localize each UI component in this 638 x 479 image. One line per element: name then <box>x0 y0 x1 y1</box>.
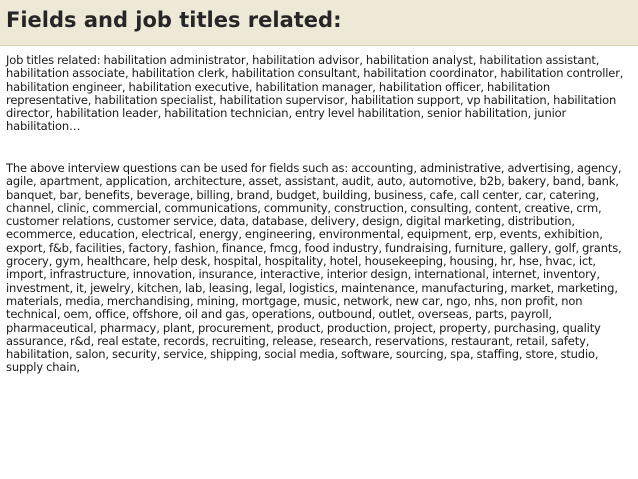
fields-paragraph: The above interview questions can be used for fields such as: accounting, administrative, advertising, agency, agile, apartment, application, architecture, asset, assistant, audit, auto, automotive, b2b, bakery, band, bank, banquet, bar, benefits, beverage, billing, brand, budget, building, business, cafe, call center, car, catering, channel, clinic, commercial, communications, community, construction, consulting, content, creative, crm, customer relations, customer service, data, database, delivery, design, digital marketing, distribution, ecommerce, education, electrical, energy, engineering, environmental, equipment, erp, events, exhibition, export, f&b, facilities, factory, fashion, finance, fmcg, food industry, fundraising, furniture, gallery, golf, grants, grocery, gym, healthcare, help desk, hospital, hospitality, hotel, housekeeping, housing, hr, hse, hvac, ict, import, infrastructure, innovation, insurance, interactive, interior design, international, internet, inventory, investment, it, jewelry, kitchen, lab, leasing, legal, logistics, maintenance, manufacturing, market, marketing, materials, media, merchandising, mining, mortgage, music, network, new car, ngo, nhs, non profit, non technical, oem, office, offshore, oil and gas, operations, outbound, outlet, overseas, parts, payroll, pharmaceutical, pharmacy, plant, procurement, product, production, project, property, purchasing, quality assurance, r&d, real estate, records, recruiting, release, research, reservations, restaurant, retail, safety, habilitation, salon, security, service, shipping, social media, software, sourcing, spa, staffing, store, studio, supply chain, <box>6 161 622 375</box>
title-bar <box>0 0 638 46</box>
job-titles-paragraph: Job titles related: habilitation administrator, habilitation advisor, habilitation analyst, habilitation assistant, habilitation associate, habilitation clerk, habilitation consultant, habilitation coordinator, habilitation controller, habilitation engineer, habilitation executive, habilitation manager, habilitation officer, habilitation representative, habilitation specialist, habilitation supervisor, habilitation support, vp habilitation, habilitation director, habilitation leader, habilitation technician, entry level habilitation, senior habilitation, junior habilitation… <box>6 53 624 134</box>
slide-title: Fields and job titles related: <box>6 8 342 32</box>
